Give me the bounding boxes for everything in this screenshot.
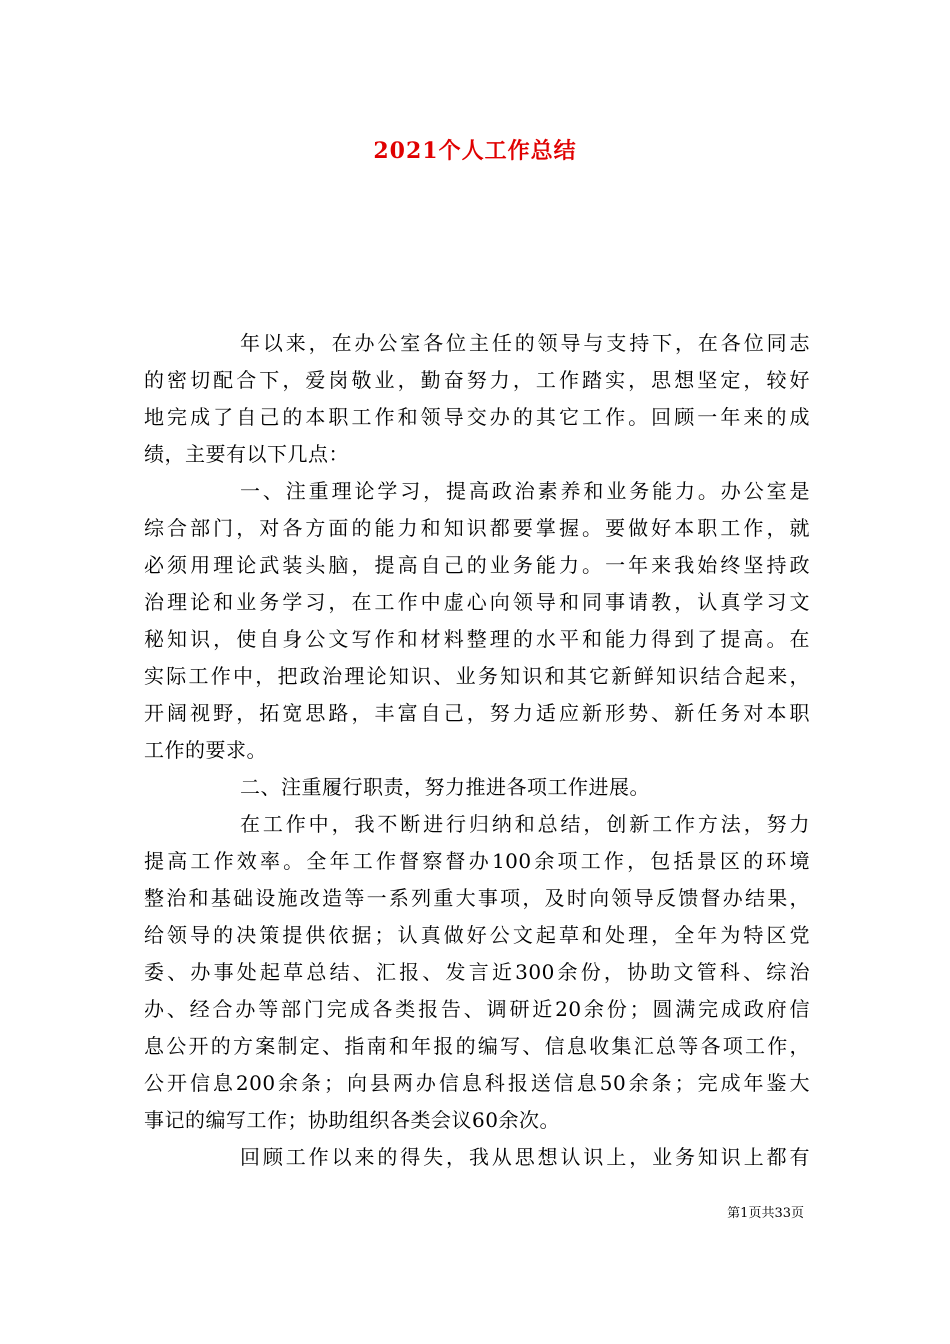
body-line: 二、注重履行职责，努力推进各项工作进展。 <box>240 775 650 799</box>
body-line: 治理论和业务学习，在工作中虚心向领导和同事请教，认真学习文 <box>144 590 810 614</box>
body-line: 回顾工作以来的得失，我从思想认识上，业务知识上都有 <box>240 1145 810 1169</box>
body-line: 综合部门，对各方面的能力和知识都要掌握。要做好本职工作，就 <box>144 516 810 540</box>
document-title: 2021个人工作总结 <box>373 138 577 164</box>
body-line: 实际工作中，把政治理论知识、业务知识和其它新鲜知识结合起来， <box>144 664 810 688</box>
body-line: 公开信息200余条；向县两办信息科报送信息50余条；完成年鉴大 <box>144 1071 810 1095</box>
body-line: 地完成了自己的本职工作和领导交办的其它工作。回顾一年来的成 <box>144 405 810 429</box>
document-body <box>144 325 810 1176</box>
body-line: 一、注重理论学习，提高政治素养和业务能力。办公室是 <box>240 479 810 503</box>
body-line: 开阔视野，拓宽思路，丰富自己，努力适应新形势、新任务对本职 <box>144 701 810 725</box>
body-line: 整治和基础设施改造等一系列重大事项，及时向领导反馈督办结果， <box>144 886 810 910</box>
page-number: 第1页共33页 <box>727 1206 804 1221</box>
body-line: 绩，主要有以下几点： <box>144 442 349 466</box>
body-line: 工作的要求。 <box>144 738 267 762</box>
body-line: 事记的编写工作；协助组织各类会议60余次。 <box>144 1108 560 1132</box>
body-line: 委、办事处起草总结、汇报、发言近300余份，协助文管科、综治 <box>144 960 810 984</box>
body-line: 提高工作效率。全年工作督察督办100余项工作，包括景区的环境 <box>144 849 810 873</box>
body-line: 在工作中，我不断进行归纳和总结，创新工作方法，努力 <box>240 812 810 836</box>
body-line: 年以来，在办公室各位主任的领导与支持下，在各位同志 <box>240 331 810 355</box>
body-line: 秘知识，使自身公文写作和材料整理的水平和能力得到了提高。在 <box>144 627 810 651</box>
body-line: 办、经合办等部门完成各类报告、调研近20余份；圆满完成政府信 <box>144 997 810 1021</box>
body-line: 的密切配合下，爱岗敬业，勤奋努力，工作踏实，思想坚定，较好 <box>144 368 810 392</box>
body-line: 息公开的方案制定、指南和年报的编写、信息收集汇总等各项工作， <box>144 1034 810 1058</box>
body-line: 必须用理论武装头脑，提高自己的业务能力。一年来我始终坚持政 <box>144 553 810 577</box>
body-line: 给领导的决策提供依据；认真做好公文起草和处理，全年为特区党 <box>144 923 810 947</box>
